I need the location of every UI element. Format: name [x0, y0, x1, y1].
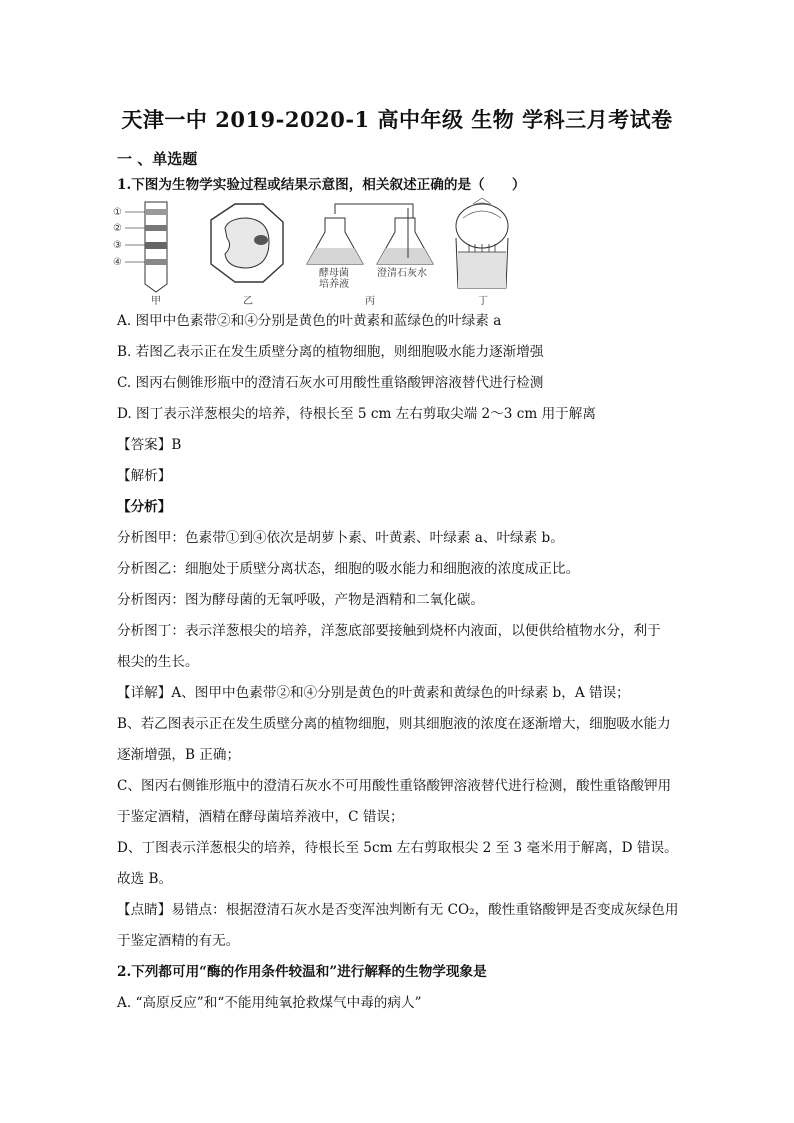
q1-detail-b-1: B、若乙图表示正在发生质壁分离的植物细胞，则其细胞液的浓度在逐渐增大，细胞吸水能力: [117, 716, 671, 732]
panel-label-jia: 甲: [151, 296, 161, 306]
q1-analysis-yi: 分析图乙：细胞处于质壁分离状态，细胞的吸水能力和细胞液的浓度成正比。: [117, 561, 580, 577]
band-label-1: ①: [113, 207, 122, 218]
band-label-2: ②: [113, 223, 122, 234]
question-1-stem: [117, 176, 687, 194]
q1-jiexi-heading: 【解析】: [117, 468, 172, 484]
q1-option-a: A. 图甲中色素带②和④分别是黄色的叶黄素和蓝绿色的叶绿素 a: [117, 313, 502, 329]
figure-yi-cell: [211, 204, 283, 306]
q1-option-b: B. 若图乙表示正在发生质壁分离的植物细胞，则细胞吸水能力逐渐增强: [117, 344, 544, 360]
q1-tip-2: 于鉴定酒精的有无。: [117, 933, 240, 949]
panel-label-bing: 丙: [365, 296, 375, 306]
question-1-figure: [113, 198, 513, 306]
q1-answer: 【答案】B: [117, 437, 182, 453]
panel-label-yi: 乙: [243, 296, 253, 306]
figure-bing-flasks: [307, 204, 433, 306]
q1-analysis-jia: 分析图甲：色素带①到④依次是胡萝卜素、叶黄素、叶绿素 a、叶绿素 b。: [117, 530, 564, 546]
q1-detail-b-2: 逐渐增强，B 正确；: [117, 747, 241, 763]
q1-tip-1: 【点睛】易错点：根据澄清石灰水是否变浑浊判断有无 CO₂，酸性重铬酸钾是否变成灰绿色用: [117, 902, 679, 918]
panel-label-ding: 丁: [478, 296, 488, 306]
section-heading: 一 、单选题: [117, 150, 198, 168]
q1-conclusion: 故选 B。: [117, 871, 173, 887]
flask-left-label-2: 培养液: [319, 279, 349, 290]
flask-right-label: 澄清石灰水: [377, 268, 427, 279]
q1-detail-a: 【详解】A、图甲中色素带②和④分别是黄色的叶黄素和黄绿色的叶绿素 b，A 错误；: [117, 685, 630, 701]
q1-detail-c-2: 于鉴定酒精，酒精在酵母菌培养液中，C 错误；: [117, 809, 404, 825]
figure-jia-strip: [113, 202, 167, 306]
q1-analysis-ding-1: 分析图丁：表示洋葱根尖的培养，洋葱底部要接触到烧杯内液面，以便供给植物水分，利于: [117, 623, 661, 639]
q1-fenxi-heading: 【分析】: [117, 499, 172, 515]
q1-detail-d: D、丁图表示洋葱根尖的培养，待根长至 5cm 左右剪取根尖 2 至 3 毫米用于解离，D 错误。: [117, 840, 678, 856]
question-2-stem: 2.下列都可用“酶的作用条件较温和”进行解释的生物学现象是: [117, 964, 487, 980]
flask-left-label-1: 酵母菌: [319, 268, 349, 279]
page-title: 天津一中 2019-2020-1 高中年级 生物 学科三月考试卷: [121, 107, 673, 132]
question-1-text: 1.下图为生物学实验过程或结果示意图，相关叙述正确的是（ ）: [117, 177, 526, 193]
q2-option-a: A. “高原反应”和“不能用纯氧抢救煤气中毒的病人”: [117, 995, 422, 1011]
q1-analysis-bing: 分析图丙：图为酵母菌的无氧呼吸，产物是酒精和二氧化碳。: [117, 592, 485, 608]
figure-ding-onion: [456, 198, 508, 306]
q1-option-c: C. 图丙右侧锥形瓶中的澄清石灰水可用酸性重铬酸钾溶液替代进行检测: [117, 375, 544, 391]
q1-analysis-ding-2: 根尖的生长。: [117, 654, 199, 670]
q1-option-d: D. 图丁表示洋葱根尖的培养，待根长至 5 cm 左右剪取尖端 2～3 cm 用于解离: [117, 406, 596, 422]
band-label-4: ④: [113, 257, 122, 268]
q1-detail-c-1: C、图丙右侧锥形瓶中的澄清石灰水不可用酸性重铬酸钾溶液替代进行检测，酸性重铬酸钾用: [117, 778, 672, 794]
band-label-3: ③: [113, 240, 122, 251]
